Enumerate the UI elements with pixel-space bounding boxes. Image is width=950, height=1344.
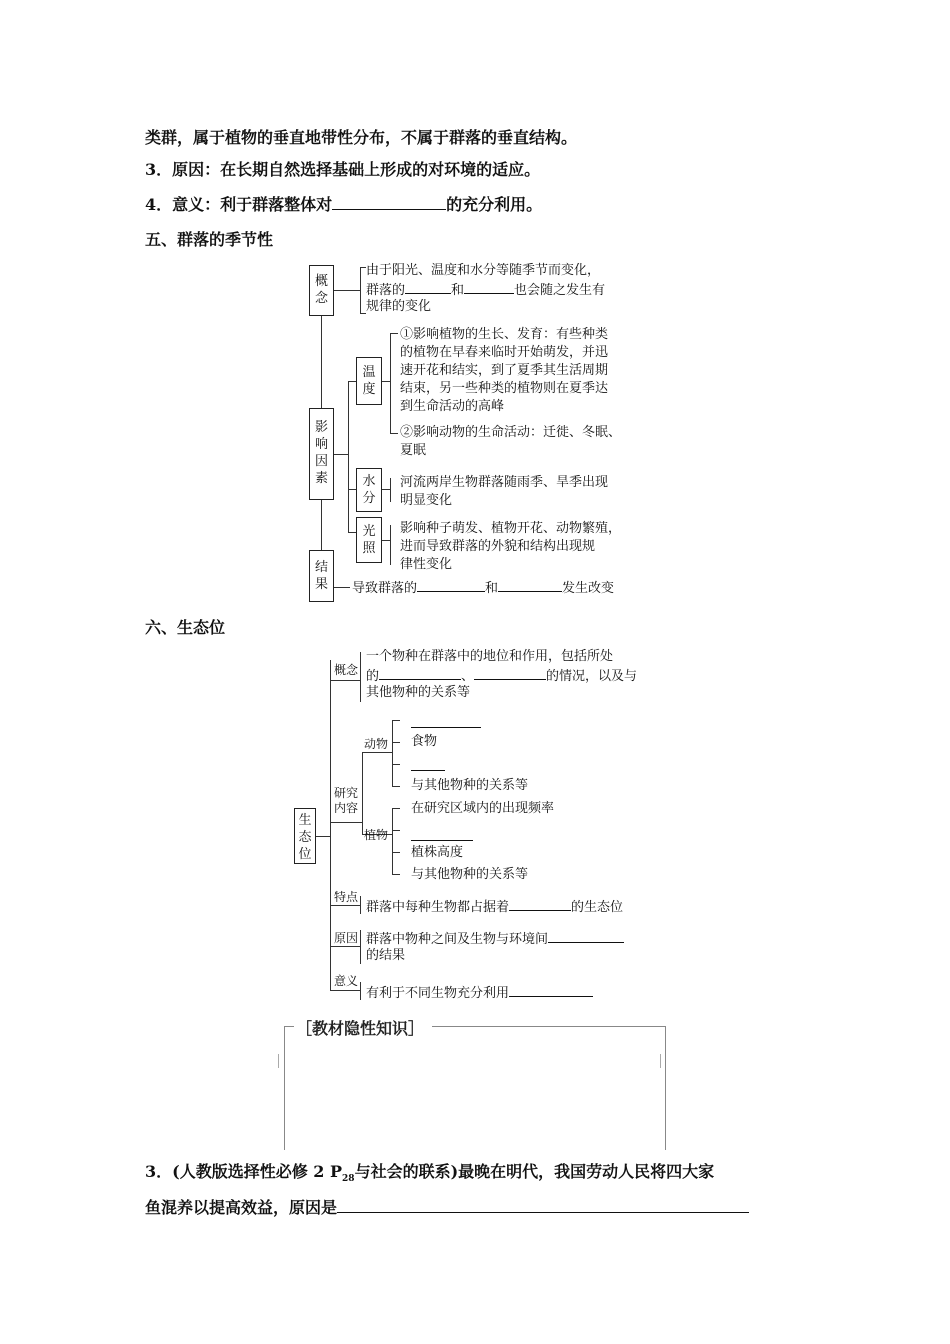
intro-line-3 — [145, 193, 542, 216]
connector — [382, 489, 390, 490]
answer-blank[interactable] — [411, 827, 473, 841]
temp-text: ②影响动物的生命活动：迁徙、冬眠、 — [400, 425, 622, 440]
temp-text: 的植物在早春来临时开始萌发，并迅 — [400, 345, 609, 360]
niche-concept-text: 其他物种的关系等 — [366, 685, 471, 700]
connector — [330, 822, 362, 823]
feature-text: 群落中每种生物都占据着 的生态位 — [366, 897, 623, 917]
intro-line-3-prefix: 4．意义：利于群落整体对 — [145, 195, 333, 214]
bracket — [390, 478, 391, 502]
result-text: 导致群落的 和 发生改变 — [352, 578, 614, 598]
concept-label: 概念 — [334, 663, 359, 677]
niche-root-box: 生态位 — [294, 808, 316, 864]
hidden-knowledge-title: ［教材隐性知识］ — [294, 1016, 426, 1039]
bracket — [390, 333, 391, 433]
water-text: 明显变化 — [400, 493, 453, 508]
plant-height: 植株高度 — [411, 845, 464, 860]
bracket-cap — [392, 808, 400, 809]
answer-blank[interactable] — [411, 714, 481, 728]
water-text: 河流两岸生物群落随雨季、旱季出现 — [400, 475, 609, 490]
question-line-2: 鱼混养以提高效益，原因是 — [145, 1196, 749, 1219]
connector — [348, 532, 356, 533]
bracket-cap — [392, 742, 400, 743]
connector — [348, 489, 356, 490]
intro-line-3-suffix: 的充分利用。 — [446, 195, 543, 214]
connector — [330, 680, 360, 681]
bracket — [360, 896, 361, 914]
light-text: 律性变化 — [400, 557, 453, 572]
plant-frequency: 在研究区域内的出现频率 — [411, 801, 555, 816]
temp-text: 夏眠 — [400, 443, 427, 458]
intro-line-1: 类群，属于植物的垂直地带性分布，不属于群落的垂直结构。 — [145, 128, 578, 147]
niche-concept-text: 的 、 的情况，以及与 — [366, 666, 637, 686]
bracket — [360, 982, 361, 1000]
bracket — [392, 720, 393, 786]
box-tick — [660, 1054, 661, 1068]
cause-label: 原因 — [334, 931, 359, 945]
connector — [348, 381, 356, 382]
connector — [330, 905, 360, 906]
temp-text: 速开花和结实，到了夏季其生活周期 — [400, 363, 609, 378]
temp-text: 结束，另一些种类的植物则在夏季达 — [400, 381, 609, 396]
factors-box: 影响因素 — [309, 408, 334, 500]
meaning-text: 有利于不同生物充分利用 — [366, 983, 593, 1003]
connector — [362, 752, 392, 753]
connector — [382, 381, 390, 382]
bracket-cap — [392, 874, 400, 875]
bracket — [390, 525, 391, 565]
bracket-cap — [392, 786, 400, 787]
light-text: 影响种子萌发、植物开花、动物繁殖， — [400, 521, 622, 536]
niche-concept-text: 一个物种在群落中的地位和作用，包括所处 — [366, 649, 614, 664]
bracket-cap — [390, 333, 398, 334]
plant-label: 植物 — [364, 828, 389, 842]
box-top-border — [432, 1026, 665, 1027]
question-line-1: 3．(人教版选择性必修 2 $P_{28}$与社会的联系)最晚在明代，我国劳动人民将四大家 — [145, 1162, 715, 1185]
section6-title: 六、生态位 — [145, 618, 226, 637]
factor-branch — [348, 381, 349, 532]
light-box: 光照 — [356, 517, 382, 563]
connector — [334, 290, 360, 291]
box-top-border — [284, 1026, 294, 1027]
plant-relations: 与其他物种的关系等 — [411, 867, 529, 882]
light-text: 进而导致群落的外貌和结构出现规 — [400, 539, 596, 554]
temp-text: ①影响植物的生长、发育：有些种类 — [400, 327, 609, 342]
bracket-cap — [390, 433, 398, 434]
connector — [334, 587, 350, 588]
research-branch — [362, 752, 363, 834]
water-box: 水分 — [356, 468, 382, 512]
meaning-label: 意义 — [334, 974, 359, 988]
feature-label: 特点 — [334, 890, 359, 904]
concept-text-1: 由于阳光、温度和水分等随季节而变化， — [366, 263, 601, 278]
fill-blank[interactable] — [332, 193, 446, 210]
connector — [316, 836, 330, 837]
bracket-cap — [392, 852, 400, 853]
bracket-cap — [392, 720, 400, 721]
bracket-cap — [392, 764, 400, 765]
section5-title: 五、群落的季节性 — [145, 230, 274, 249]
concept-text-2: 群落的 和 也会随之发生有 — [366, 280, 605, 300]
cause-text: 群落中物种之间及生物与环境间 — [366, 929, 624, 949]
trunk-line — [330, 660, 331, 990]
result-box: 结果 — [309, 550, 334, 602]
bracket — [360, 652, 361, 702]
intro-line-2: 3．原因：在长期自然选择基础上形成的对环境的适应。 — [145, 160, 541, 179]
research-label: 研究内容 — [334, 786, 359, 815]
answer-blank[interactable] — [337, 1196, 749, 1213]
box-left-border — [284, 1026, 285, 1150]
connector — [334, 454, 348, 455]
bracket — [360, 930, 361, 964]
temperature-box: 温度 — [356, 357, 382, 405]
answer-blank[interactable] — [411, 757, 445, 771]
animal-relations: 与其他物种的关系等 — [411, 778, 529, 793]
animal-food: 食物 — [411, 734, 438, 749]
connector — [330, 990, 360, 991]
connector — [330, 946, 360, 947]
concept-box: 概念 — [309, 265, 334, 316]
connector — [382, 540, 390, 541]
concept-text-3: 规律的变化 — [366, 299, 432, 314]
bracket — [392, 808, 393, 874]
temp-text: 到生命活动的高峰 — [400, 399, 505, 414]
animal-label: 动物 — [364, 737, 389, 751]
bracket — [360, 267, 361, 313]
box-right-border — [665, 1026, 666, 1150]
box-tick — [278, 1054, 279, 1068]
bracket-cap — [392, 830, 400, 831]
cause-text: 的结果 — [366, 948, 406, 963]
